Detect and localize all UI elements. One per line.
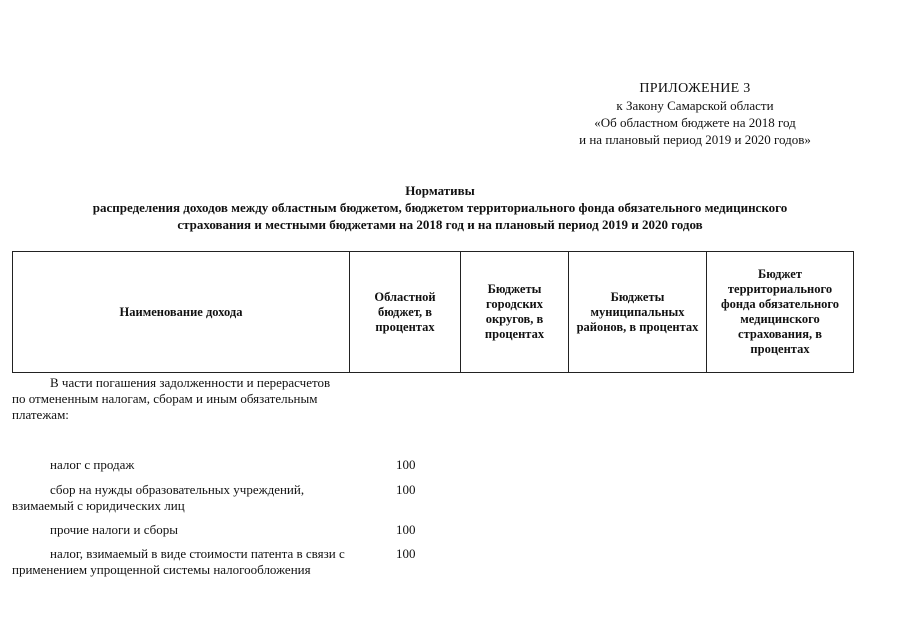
regional-budget-value: 100 [396,546,416,561]
income-name: налог с продаж [50,457,135,472]
income-name: прочие налоги и сборы [50,522,178,537]
column-header-city-districts: Бюджеты городских округов, в процентах [461,252,569,373]
document-title-line-2: распределения доходов между областным бюджетом, бюджетом территориального фонда обязательного медицинского [92,200,788,215]
appendix-title: ПРИЛОЖЕНИЕ 3 [639,81,751,96]
income-name: налог, взимаемый в виде стоимости патента в связи с применением упрощенной системы налогообложения [12,546,345,577]
document-title-line-1: Нормативы [405,183,475,198]
appendix-block [545,80,845,148]
document-title [10,182,870,233]
column-header-regional-budget: Областной бюджет, в процентах [350,252,461,373]
appendix-line-2: «Об областном бюджете на 2018 год [594,115,796,130]
regional-budget-value: 100 [396,482,416,497]
income-name: В части погашения задолженности и перерасчетов по отмененным налогам, сборам и иным обязательным платежам: [12,375,331,422]
regional-budget-value: 100 [396,522,416,537]
income-name: сбор на нужды образовательных учреждений, взимаемый с юридических лиц [12,482,305,513]
column-header-income-name: Наименование дохода [13,252,350,373]
norms-table-header [12,251,854,373]
regional-budget-value: 100 [396,457,416,472]
table-header-row [13,252,854,373]
appendix-line-3: и на плановый период 2019 и 2020 годов» [579,132,811,147]
appendix-line-1: к Закону Самарской области [616,98,774,113]
column-header-medical-insurance-fund: Бюджет территориального фонда обязательного медицинского страхования, в процентах [707,252,854,373]
document-title-line-3: страхования и местными бюджетами на 2018 год и на плановый период 2019 и 2020 годов [177,217,703,232]
column-header-municipal-districts: Бюджеты муниципальных районов, в процентах [569,252,707,373]
